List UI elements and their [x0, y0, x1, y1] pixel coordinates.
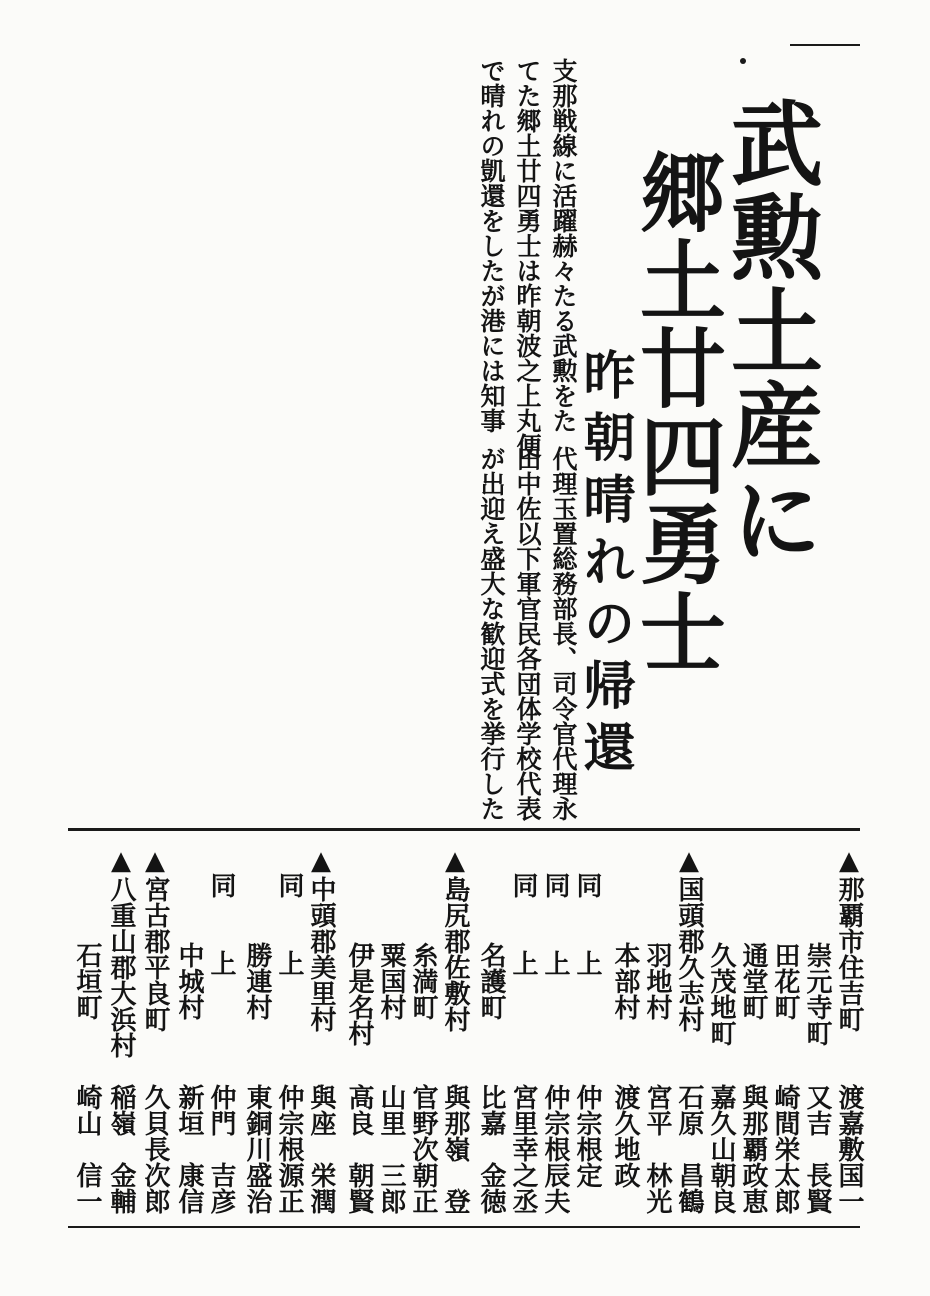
roster-group: 名護町: [476, 942, 506, 1020]
roster-group: 糸満町: [408, 942, 438, 1020]
roster-person: 稲嶺 金輔: [106, 1084, 136, 1214]
roster-person: 崎山 信一: [72, 1084, 102, 1214]
roster-person: 仲宗根源正: [274, 1084, 304, 1214]
roster-group: ▲宮古郡平良町: [140, 846, 170, 1032]
body-line-3: で晴れの凱還をしたが港には知事: [477, 58, 506, 433]
roster-person: 新垣 康信: [174, 1084, 204, 1214]
roster-person: 渡久地政: [610, 1084, 640, 1188]
roster-person: 比嘉 金徳: [476, 1084, 506, 1214]
roster-group: 同 上: [274, 872, 304, 976]
roster-person: 仲門 吉彦: [206, 1084, 236, 1214]
bottom-rule: [68, 1226, 860, 1228]
roster-person: 高良 朝賢: [344, 1084, 374, 1214]
roster-group: 同 上: [540, 872, 570, 976]
roster-group: 粟国村: [376, 942, 406, 1020]
body-line-5: 田中佐以下軍官民各団体学校代表: [513, 446, 542, 821]
roster-group: 久茂地町: [706, 942, 736, 1046]
roster-group: 本部村: [610, 942, 640, 1020]
roster-group: 同 上: [572, 872, 602, 976]
roster-person: 東銅川盛治: [242, 1084, 272, 1214]
roster-person: 宮平 林光: [642, 1084, 672, 1214]
top-right-rule: [790, 44, 860, 46]
subheadline: 昨朝晴れの帰還: [574, 348, 635, 782]
roster-group: 通堂町: [738, 942, 768, 1020]
roster-group: ▲国頭郡久志村: [674, 846, 704, 1032]
roster-group: 同 上: [206, 872, 236, 976]
roster-group: 石垣町: [72, 942, 102, 1020]
body-line-6: が出迎え盛大な歓迎式を挙行した: [477, 446, 506, 821]
roster-person: 嘉久山朝良: [706, 1084, 736, 1214]
roster-group: 伊是名村: [344, 942, 374, 1046]
roster-person: 官野次朝正: [408, 1084, 438, 1214]
roster-group: ▲八重山郡大浜村: [106, 846, 136, 1058]
roster-person: 與那嶺 登: [440, 1084, 470, 1214]
roster-person: 仲宗根辰夫: [540, 1084, 570, 1214]
corner-dot: [740, 58, 746, 64]
roster-group: 中城村: [174, 942, 204, 1020]
roster-person: 又吉 長賢: [802, 1084, 832, 1214]
roster-group: ▲中頭郡美里村: [306, 846, 336, 1032]
roster-person: 宮里幸之丞: [508, 1084, 538, 1214]
roster-person: 石原 昌鶴: [674, 1084, 704, 1214]
body-line-2: てた郷土廿四勇士は昨朝波之上丸便: [513, 58, 542, 458]
section-divider: [68, 828, 860, 831]
roster-group: ▲島尻郡佐敷村: [440, 846, 470, 1032]
roster-person: 與座 栄潤: [306, 1084, 336, 1214]
roster-group: 田花町: [770, 942, 800, 1020]
headline-line-2: 郷土廿四勇士: [625, 148, 726, 676]
roster-person: 久貝長次郎: [140, 1084, 170, 1214]
roster-group: 同 上: [508, 872, 538, 976]
body-line-1: 支那戦線に活躍赫々たる武勲をた: [549, 58, 578, 433]
roster-group: 羽地村: [642, 942, 672, 1020]
roster-person: 渡嘉敷国一: [834, 1084, 864, 1214]
roster-person: 崎間栄太郎: [770, 1084, 800, 1214]
roster-group: ▲那覇市住吉町: [834, 846, 864, 1032]
roster-group: 勝連村: [242, 942, 272, 1020]
roster-person: 仲宗根定: [572, 1084, 602, 1188]
roster-person: 山里 三郎: [376, 1084, 406, 1214]
roster-group: 崇元寺町: [802, 942, 832, 1046]
roster-person: 與那覇政恵: [738, 1084, 768, 1214]
headline-line-1: 武勲土産に: [716, 96, 824, 566]
body-line-4: 代理玉置総務部長、司令官代理永: [549, 446, 578, 821]
